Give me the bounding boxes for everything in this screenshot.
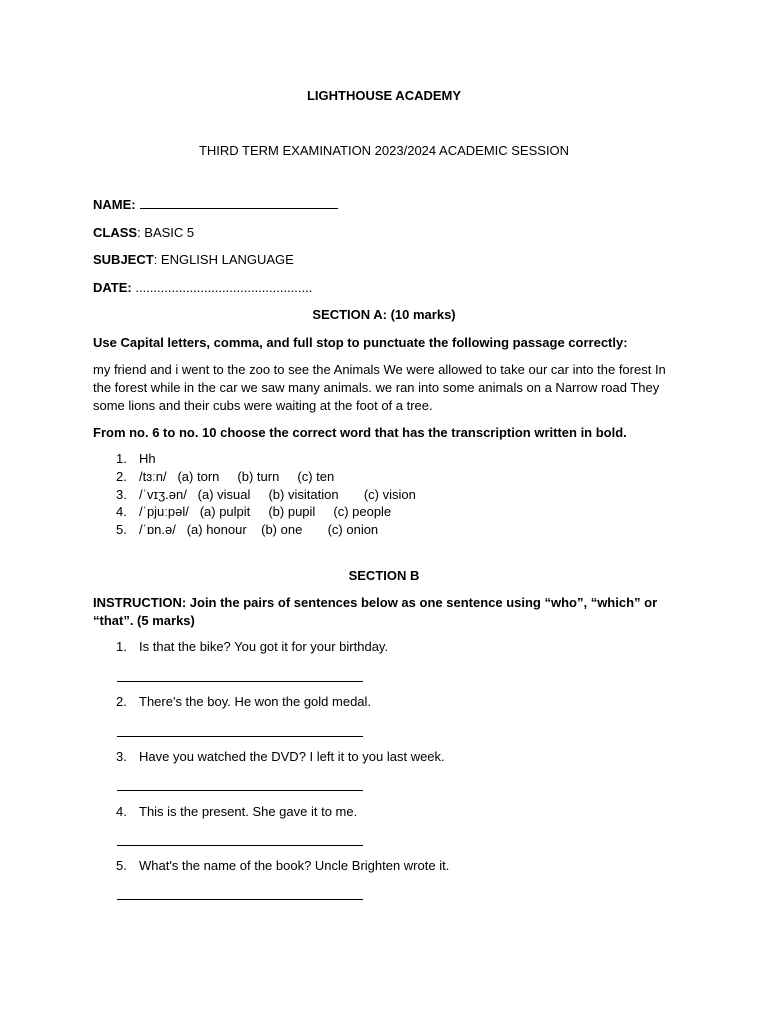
item-number: 5.	[116, 858, 127, 873]
school-name: LIGHTHOUSE ACADEMY	[306, 88, 462, 103]
date-value: .................................................	[131, 280, 313, 295]
subject-field	[93, 252, 294, 267]
question-text: Have you watched the DVD? I left it to you last week.	[139, 749, 445, 764]
list-item	[93, 504, 416, 522]
class-field	[93, 225, 194, 240]
answer-line[interactable]	[117, 845, 363, 846]
subject-value: : ENGLISH LANGUAGE	[153, 252, 294, 267]
item-number: 5.	[116, 522, 127, 537]
passage: my friend and i went to the zoo to see the Animals We were allowed to take our car into the forest In the forest while in the car we saw many animals. we ran into some animals on a Narrow road They some lions and their cubs were waiting at the foot of a tree.	[93, 362, 666, 413]
item-number: 3.	[116, 749, 127, 764]
date-field	[93, 280, 312, 295]
exam-title: THIRD TERM EXAMINATION 2023/2024 ACADEMIC SESSION	[198, 143, 570, 158]
item-number: 1.	[116, 451, 127, 466]
date-label: DATE:	[93, 280, 132, 295]
item-text: /ˈvɪʒ.ən/ (a) visual (b) visitation (c) vision	[139, 486, 416, 502]
answer-line[interactable]	[117, 736, 363, 737]
name-blank-line	[140, 197, 338, 209]
transcription-instruction: From no. 6 to no. 10 choose the correct word that has the transcription written in bold.	[93, 425, 627, 440]
answer-line[interactable]	[117, 899, 363, 900]
question-text: There's the boy. He won the gold medal.	[139, 694, 372, 709]
item-text: /ˈɒn.ə/ (a) honour (b) one (c) onion	[139, 522, 379, 537]
class-label: CLASS	[93, 225, 138, 240]
name-label: NAME:	[93, 197, 136, 212]
section-a-instruction: Use Capital letters, comma, and full stop to punctuate the following passage correctly:	[93, 335, 628, 350]
item-text: /tɜːn/ (a) torn (b) turn (c) ten	[139, 468, 335, 484]
item-number: 4.	[116, 804, 127, 819]
list-item	[93, 469, 416, 487]
subject-label: SUBJECT	[93, 252, 154, 267]
item-number: 4.	[116, 504, 127, 520]
section-b-instruction: INSTRUCTION: Join the pairs of sentences below as one sentence using “who”, “which” or “that”. (5 marks)	[93, 595, 658, 628]
list-item	[93, 451, 416, 469]
transcription-list	[93, 451, 416, 540]
list-item	[93, 487, 416, 505]
section-b-title: SECTION B	[348, 568, 420, 583]
section-a-title: SECTION A: (10 marks)	[312, 307, 456, 322]
item-number: 3.	[116, 486, 127, 502]
question-text: What's the name of the book? Uncle Brighten wrote it.	[139, 858, 450, 873]
item-number: 2.	[116, 468, 127, 484]
class-value: : BASIC 5	[137, 225, 195, 240]
list-item	[93, 522, 416, 540]
item-text: Hh	[139, 451, 156, 466]
item-number: 2.	[116, 694, 127, 709]
answer-line[interactable]	[117, 790, 363, 791]
item-number: 1.	[116, 639, 127, 654]
name-field	[93, 197, 338, 212]
answer-line[interactable]	[117, 681, 363, 682]
question-text: Is that the bike? You got it for your birthday.	[139, 639, 389, 654]
question-text: This is the present. She gave it to me.	[139, 804, 358, 819]
item-text: /ˈpjuːpəl/ (a) pulpit (b) pupil (c) people	[139, 504, 392, 520]
